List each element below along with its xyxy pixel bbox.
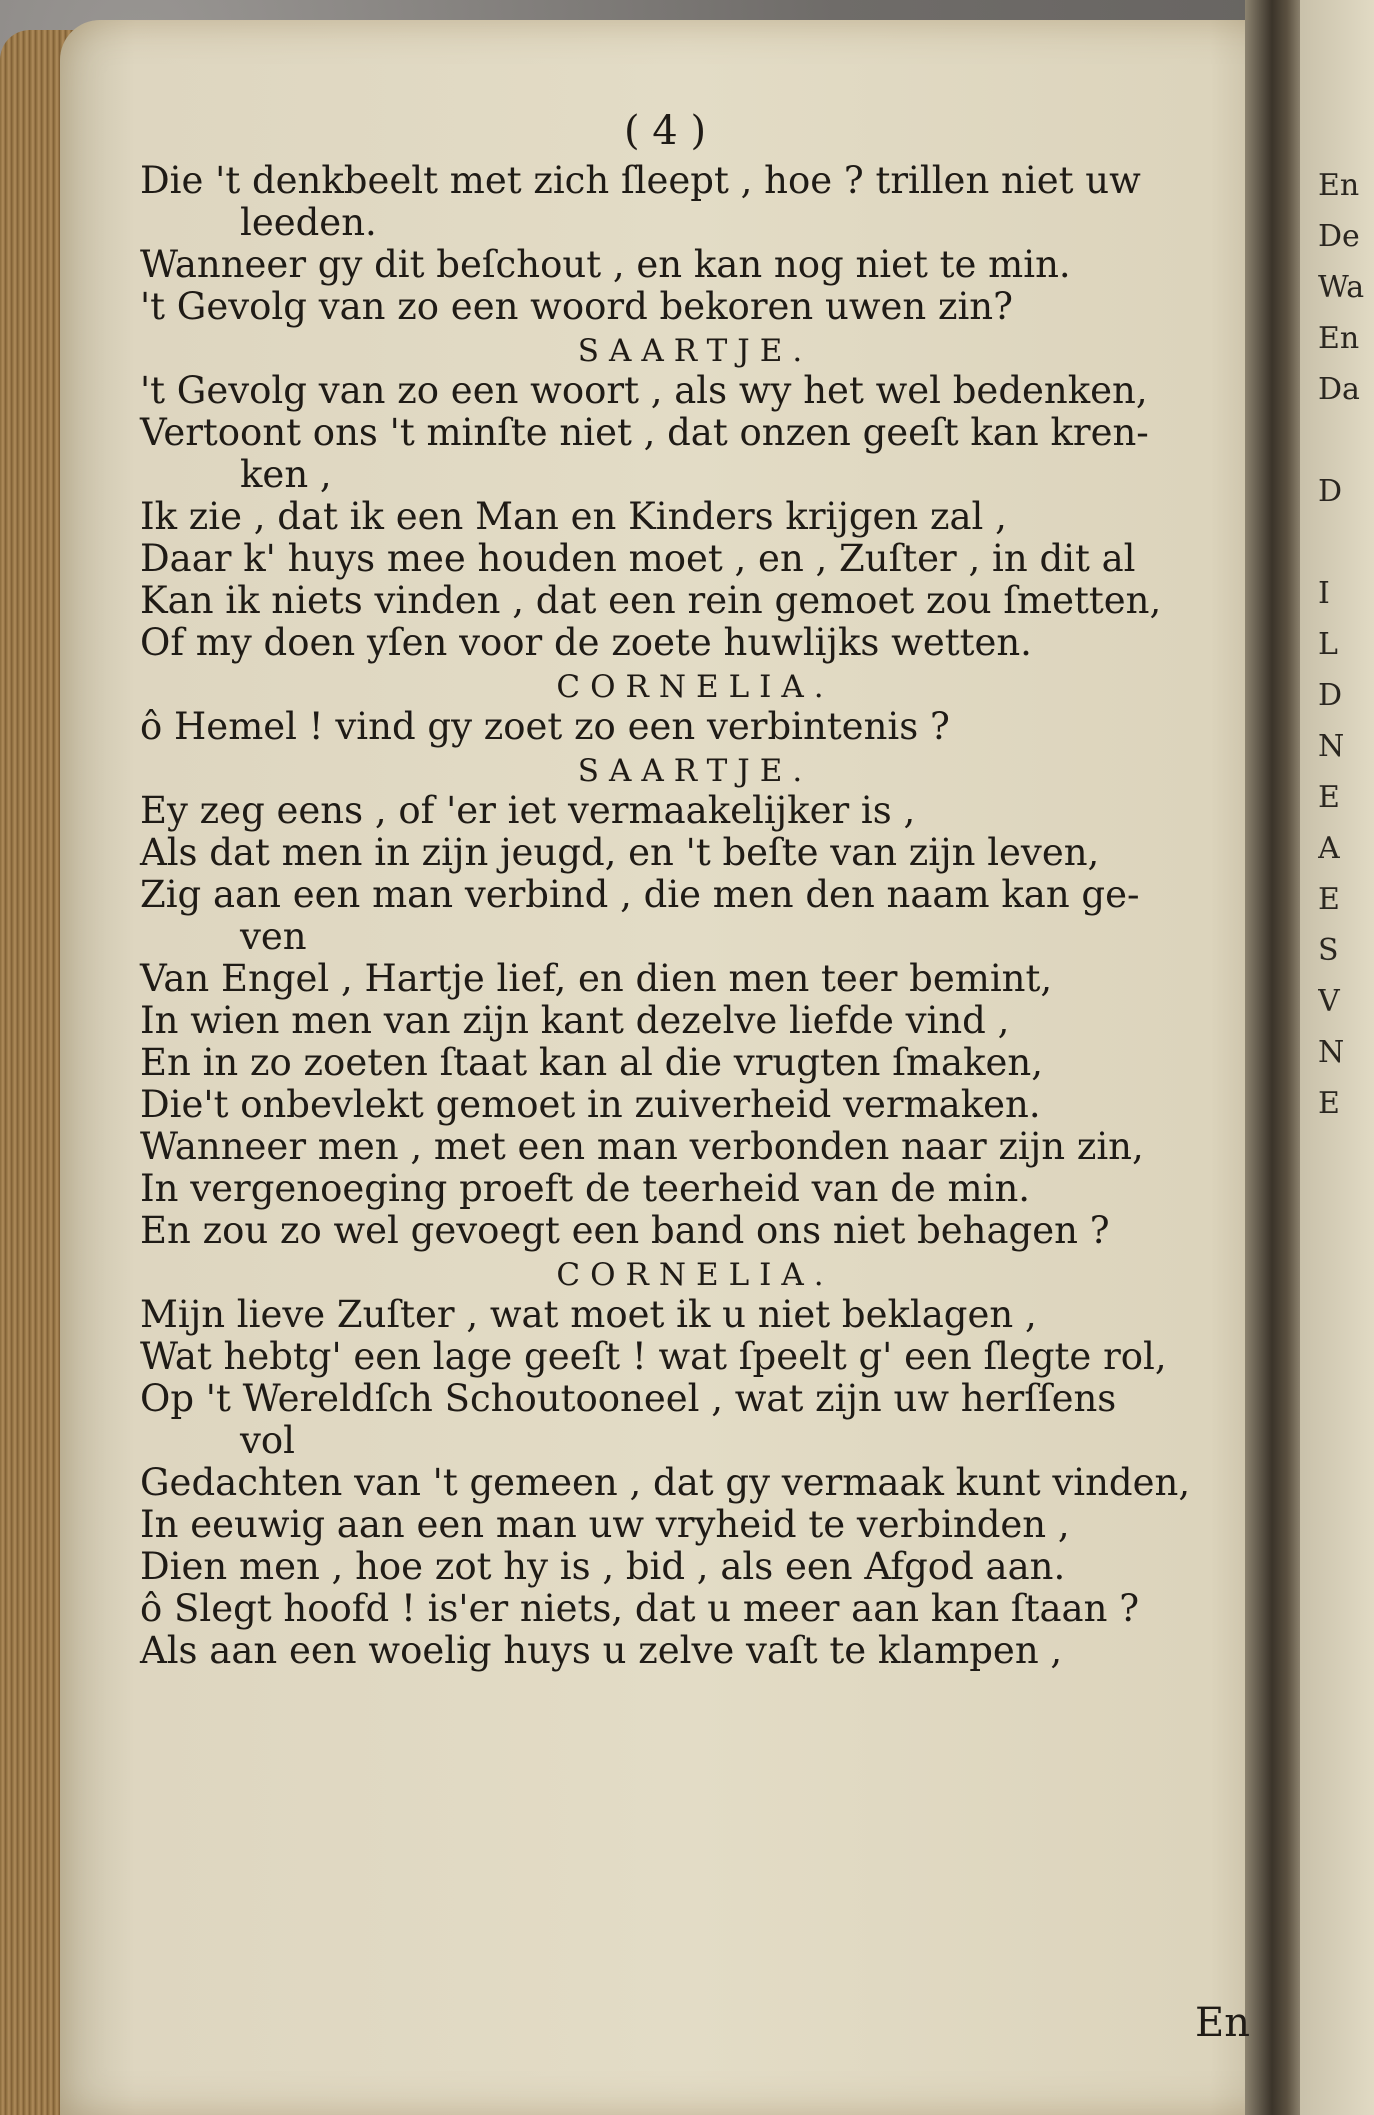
verse-line: ô Slegt hoofd ! is'er niets, dat u meer aan kan ſtaan ? xyxy=(140,1587,1140,1630)
verse-line: Dien men , hoe zot hy is , bid , als een Afgod aan. xyxy=(140,1545,1066,1588)
book-gutter xyxy=(1245,0,1305,2115)
facing-page-fragment: En xyxy=(1318,321,1360,356)
verse-line: Ik zie , dat ik een Man en Kinders krijgen zal , xyxy=(140,495,1007,538)
facing-page-fragment: L xyxy=(1318,627,1338,662)
verse-line-continuation: leeden. xyxy=(240,201,377,244)
facing-page-fragment: N xyxy=(1318,729,1345,764)
speaker-heading: SAARTJE. xyxy=(577,753,813,789)
facing-page-fragment xyxy=(1318,517,1374,568)
speaker-heading: CORNELIA. xyxy=(556,669,834,705)
verse-line: Mijn lieve Zuſter , wat moet ik u niet beklagen , xyxy=(140,1293,1037,1336)
facing-page-fragment: S xyxy=(1318,933,1339,968)
verse-line: Als dat men in zijn jeugd, en 't beſte van zijn leven, xyxy=(140,831,1100,874)
verse-line-continuation: vol xyxy=(240,1419,296,1462)
verse-line: In eeuwig aan een man uw vryheid te verbinden , xyxy=(140,1503,1070,1546)
verse-lines xyxy=(140,160,1250,1672)
verse-line-continuation: ken , xyxy=(240,453,332,496)
speaker-heading: CORNELIA. xyxy=(556,1257,834,1293)
verse-line: Gedachten van 't gemeen , dat gy vermaak kunt vinden, xyxy=(140,1461,1191,1504)
facing-page-fragment: A xyxy=(1318,831,1340,866)
facing-page-fragment xyxy=(1318,415,1374,466)
verse-line: Wat hebtg' een lage geeſt ! wat ſpeelt g' een ſlegte rol, xyxy=(140,1335,1167,1378)
facing-page-fragment: De xyxy=(1318,219,1360,254)
facing-page-fragment: I xyxy=(1318,576,1330,611)
facing-page-fragment: V xyxy=(1318,984,1340,1019)
verse-line-continuation: ven xyxy=(240,915,307,958)
facing-page-fragment: Da xyxy=(1318,372,1360,407)
verse-line: 't Gevolg van zo een woort , als wy het wel bedenken, xyxy=(140,369,1148,412)
facing-page-text xyxy=(1318,160,1374,1129)
verse-line: Als aan een woelig huys u zelve vaſt te klampen , xyxy=(140,1629,1063,1672)
facing-page-fragment: E xyxy=(1318,882,1340,917)
verse-line: En in zo zoeten ſtaat kan al die vrugten ſmaken, xyxy=(140,1041,1043,1084)
verse-line: Kan ik niets vinden , dat een rein gemoet zou ſmetten, xyxy=(140,579,1162,622)
facing-page-fragment: En xyxy=(1318,168,1360,203)
verse-line: Op 't Wereldſch Schoutooneel , wat zijn uw herſſens xyxy=(140,1377,1117,1420)
verse-line: En zou zo wel gevoegt een band ons niet behagen ? xyxy=(140,1209,1110,1252)
facing-page-fragment: D xyxy=(1318,678,1343,713)
verse-line: In wien men van zijn kant dezelve liefde vind , xyxy=(140,999,1010,1042)
facing-page-fragment: Wa xyxy=(1318,270,1365,305)
page-number: ( 4 ) xyxy=(623,108,707,154)
facing-page-fragment: N xyxy=(1318,1035,1345,1070)
facing-page-fragment: D xyxy=(1318,474,1343,509)
facing-page-fragment: E xyxy=(1318,780,1340,815)
catchword: En xyxy=(1195,2000,1250,2046)
verse-line: Of my doen yſen voor de zoete huwlijks wetten. xyxy=(140,621,1032,664)
page-text xyxy=(140,110,1250,1672)
verse-line: Die 't denkbeelt met zich ſleept , hoe ? trillen niet uw xyxy=(140,159,1141,202)
verse-line: In vergenoeging proeft de teerheid van de min. xyxy=(140,1167,1031,1210)
verse-line: Wanneer men , met een man verbonden naar zijn zin, xyxy=(140,1125,1144,1168)
verse-line: ô Hemel ! vind gy zoet zo een verbintenis ? xyxy=(140,705,950,748)
facing-page-fragment: E xyxy=(1318,1086,1340,1121)
speaker-heading: SAARTJE. xyxy=(577,333,813,369)
verse-line: Ey zeg eens , of 'er iet vermaakelijker is , xyxy=(140,789,916,832)
verse-line: Die't onbevlekt gemoet in zuiverheid vermaken. xyxy=(140,1083,1041,1126)
verse-line: Daar k' huys mee houden moet , en , Zuſter , in dit al xyxy=(140,537,1136,580)
verse-line: Vertoont ons 't minſte niet , dat onzen geeſt kan kren- xyxy=(140,411,1149,454)
verse-line: Van Engel , Hartje lief, en dien men teer bemint, xyxy=(140,957,1053,1000)
verse-line: 't Gevolg van zo een woord bekoren uwen zin? xyxy=(140,285,1013,328)
verse-line: Zig aan een man verbind , die men den naam kan ge- xyxy=(140,873,1140,916)
verse-line: Wanneer gy dit beſchout , en kan nog niet te min. xyxy=(140,243,1071,286)
